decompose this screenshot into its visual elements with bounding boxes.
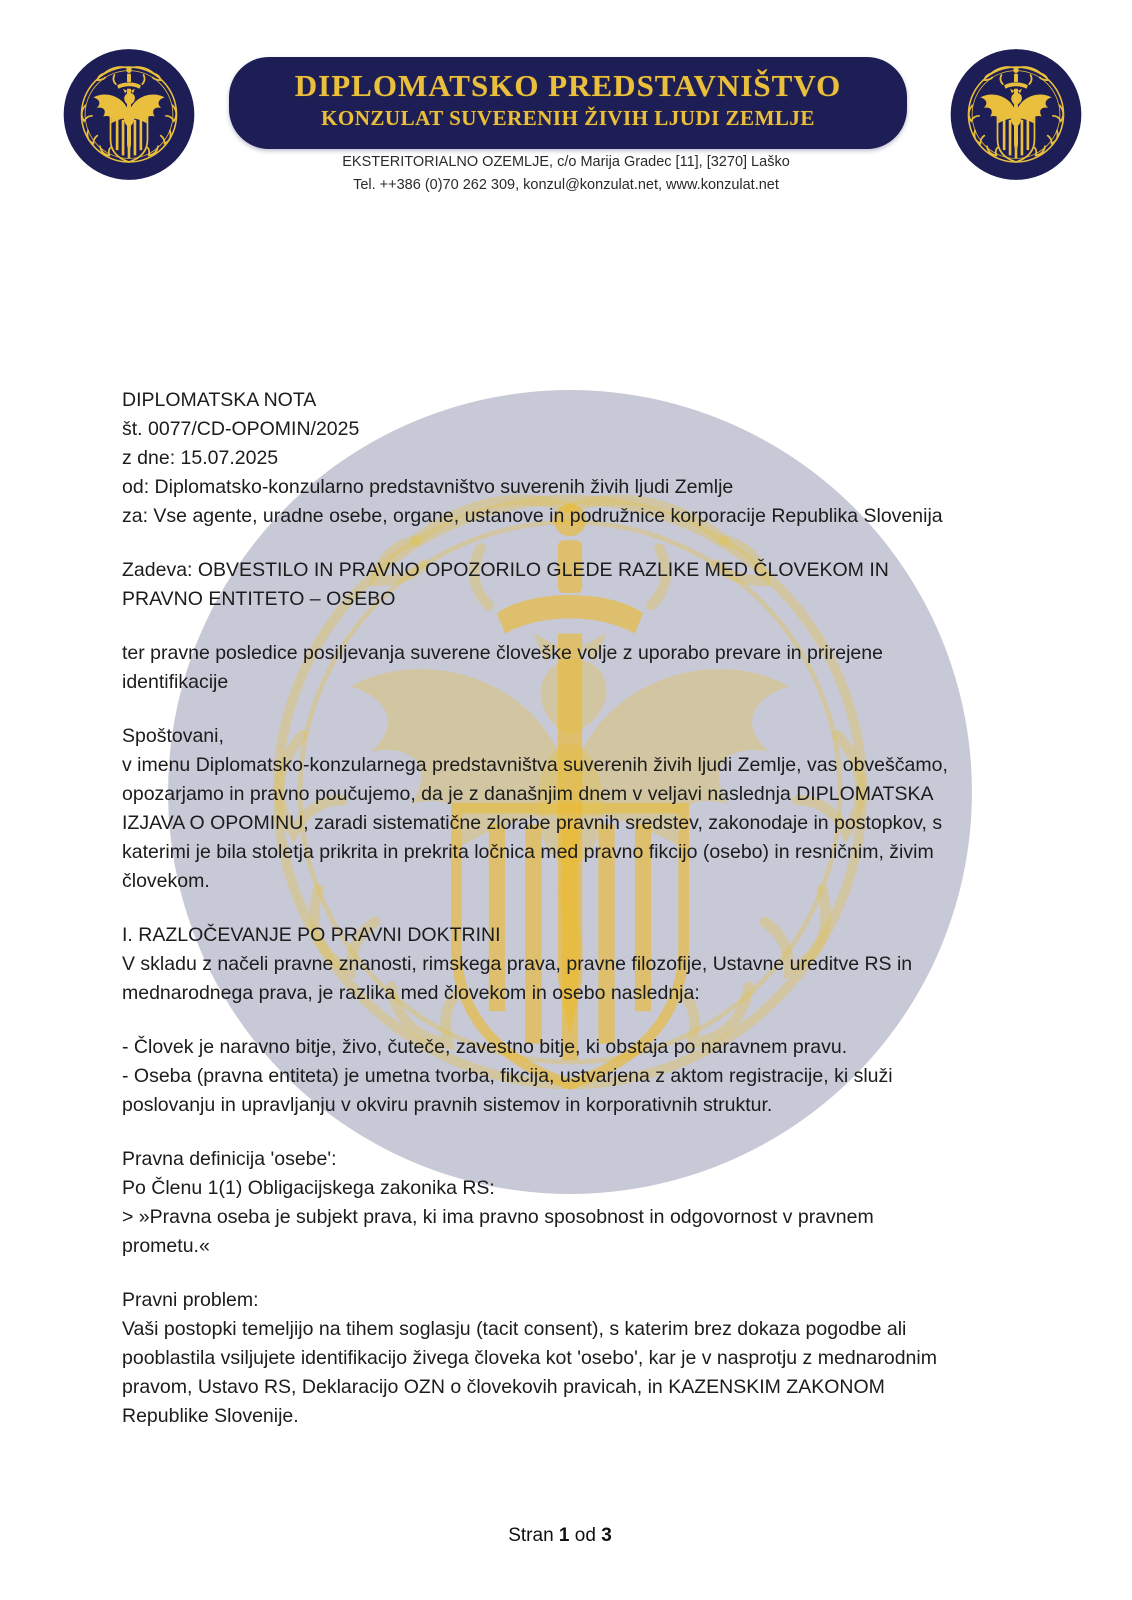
text-line: Zadeva: OBVESTILO IN PRAVNO OPOZORILO GLEDE RAZLIKE MED ČLOVEKOM IN	[122, 559, 889, 581]
text-line: št. 0077/CD-OPOMIN/2025	[122, 418, 360, 440]
text-line: PRAVNO ENTITETO – OSEBO	[122, 588, 396, 610]
text-line: prometu.«	[122, 1235, 210, 1257]
text-line: Pravni problem:	[122, 1289, 259, 1311]
text-line: I. RAZLOČEVANJE PO PRAVNI DOKTRINI	[122, 924, 501, 946]
contact-info	[0, 151, 1132, 197]
paragraph	[122, 1033, 1082, 1120]
text-line: V skladu z načeli pravne znanosti, rimskega prava, pravne filozofije, Ustavne ureditve RS in	[122, 953, 913, 975]
page-number	[0, 1524, 1120, 1548]
text-line: Republike Slovenije.	[122, 1405, 299, 1427]
text-line: mednarodnega prava, je razlika med človekom in osebo naslednja:	[122, 982, 700, 1004]
document-body	[122, 386, 1082, 1431]
text-line: DIPLOMATSKA NOTA	[122, 389, 317, 411]
text-line: poslovanju in upravljanju v okviru pravnih sistemov in korporativnih struktur.	[122, 1094, 773, 1116]
text-line: opozarjamo in pravno poučujemo, da je z današnjim dnem v veljavi naslednja DIPLOMATSKA	[122, 783, 934, 805]
paragraph	[122, 386, 1082, 531]
text-line: od: Diplomatsko-konzularno predstavništvo suverenih živih ljudi Zemlje	[122, 476, 734, 498]
text-line: ter pravne posledice posiljevanja suverene človeške volje z uporabo prevare in prirejene	[122, 642, 883, 664]
paragraph	[122, 1145, 1082, 1261]
phone-email-line: Tel. ++386 (0)70 262 309, konzul@konzulat.net, www.konzulat.net	[353, 177, 779, 193]
page-number-part: od	[569, 1525, 602, 1546]
paragraph	[122, 639, 1082, 697]
text-line: Vaši postopki temeljijo na tihem soglasju (tacit consent), s katerim brez dokaza pogodbe ali	[122, 1318, 907, 1340]
text-line: za: Vse agente, uradne osebe, organe, ustanove in podružnice korporacije Republika Slovenija	[122, 505, 943, 527]
text-line: Po Členu 1(1) Obligacijskega zakonika RS:	[122, 1177, 495, 1199]
page-number-part: Stran	[508, 1525, 559, 1546]
paragraph	[122, 921, 1082, 1008]
organization-title: DIPLOMATSKO PREDSTAVNIŠTVO	[294, 68, 842, 103]
text-line: z dne: 15.07.2025	[122, 447, 279, 469]
page-number-part: 3	[601, 1525, 612, 1546]
paragraph	[122, 556, 1082, 614]
text-line: > »Pravna oseba je subjekt prava, ki ima pravno sposobnost in odgovornost v pravnem	[122, 1206, 874, 1228]
paragraph	[122, 722, 1082, 896]
paragraph	[122, 1286, 1082, 1431]
text-line: pooblastila vsiljujete identifikacijo živega človeka kot 'osebo', kar je v nasprotju z mednarodnim	[122, 1347, 937, 1369]
text-line: Spoštovani,	[122, 725, 224, 747]
text-line: v imenu Diplomatsko-konzularnega predstavništva suverenih živih ljudi Zemlje, vas obveščamo,	[122, 754, 948, 776]
organization-subtitle: KONZULAT SUVERENIH ŽIVIH LJUDI ZEMLJE	[321, 106, 815, 130]
text-line: katerimi je bila stoletja prikrita in prekrita ločnica med pravno fikcijo (osebo) in resničnim, živim	[122, 841, 934, 863]
text-line: - Človek je naravno bitje, živo, čuteče, zavestno bitje, ki obstaja po naravnem pravu.	[122, 1036, 848, 1058]
text-line: Pravna definicija 'osebe':	[122, 1148, 337, 1170]
text-line: - Oseba (pravna entiteta) je umetna tvorba, fikcija, ustvarjena z aktom registracije, ki služi	[122, 1065, 893, 1087]
text-line: človekom.	[122, 870, 210, 892]
address-line: EKSTERITORIALNO OZEMLJE, c/o Marija Gradec [11], [3270] Laško	[342, 154, 790, 170]
text-line: pravom, Ustavo RS, Deklaracijo OZN o človekovih pravicah, in KAZENSKIM ZAKONOM	[122, 1376, 885, 1398]
page-number-part: 1	[558, 1525, 570, 1546]
letterhead-banner	[229, 57, 907, 149]
text-line: IZJAVA O OPOMINU, zaradi sistematične zlorabe pravnih sredstev, zakonodaje in postopkov, s	[122, 812, 943, 834]
text-line: identifikacije	[122, 671, 229, 693]
